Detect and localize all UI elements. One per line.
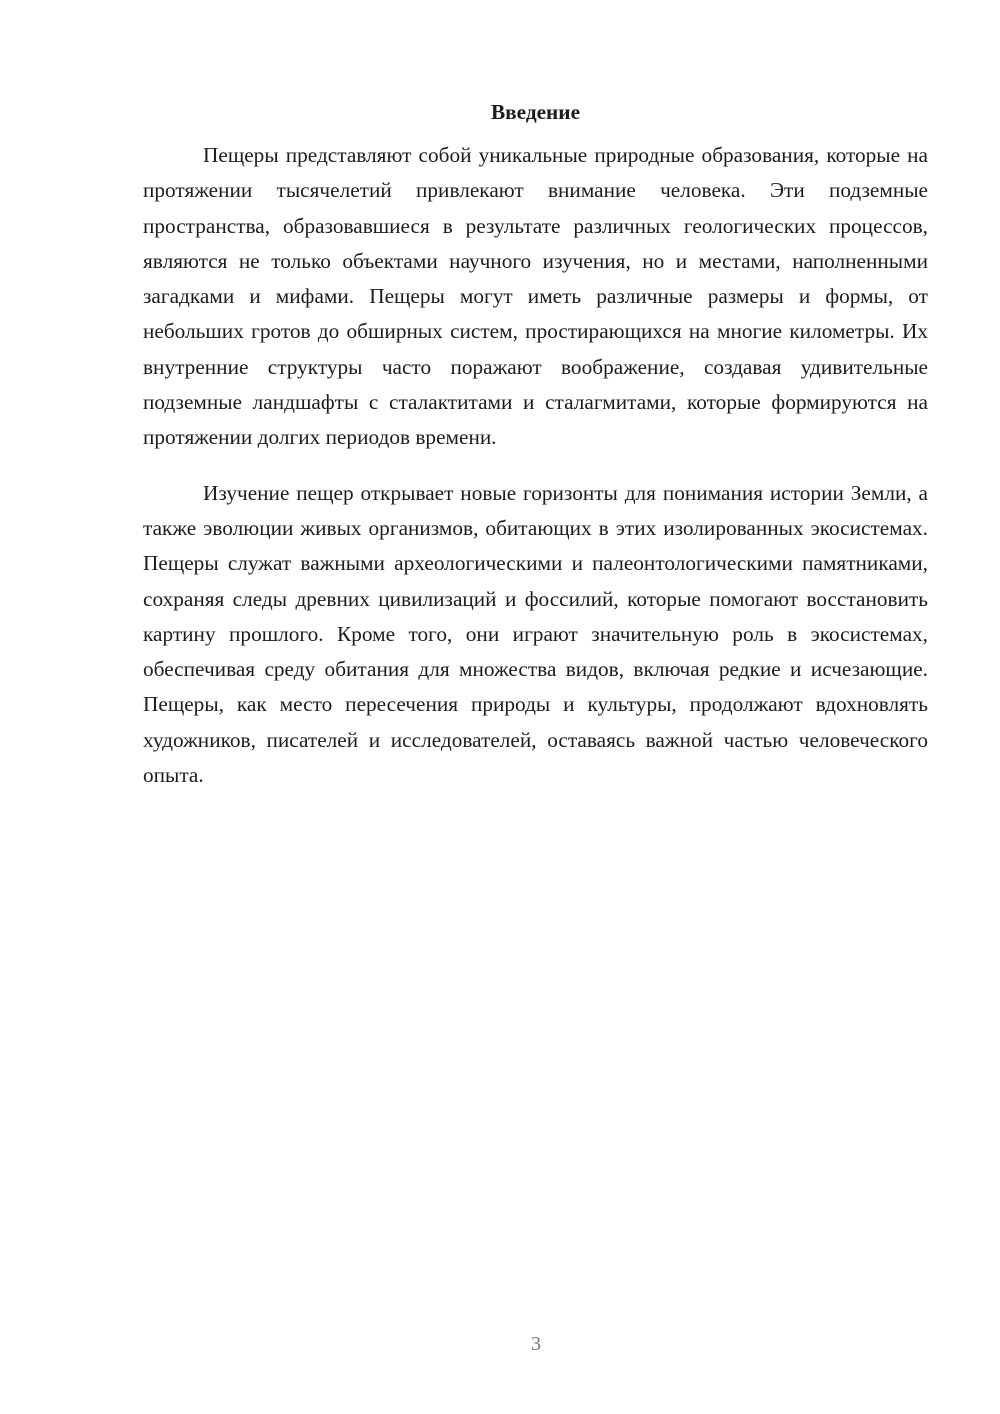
- page-number: 3: [531, 1333, 541, 1355]
- paragraph-2: Изучение пещер открывает новые горизонты для понимания истории Земли, а также эволюции живых организмов, обитающих в этих изолированных экосистемах. Пещеры служат важными археологическими и палеонтологическими памятниками, сохраняя следы древних цивилизаций и фоссилий, которые помогают восстановить картину прошлого. Кроме того, они играют значительную роль в экосистемах, обеспечивая среду обитания для множества видов, включая редкие и исчезающие. Пещеры, как место пересечения природы и культуры, продолжают вдохновлять художников, писателей и исследователей, оставаясь важной частью человеческого опыта.: [143, 480, 928, 788]
- page-body: [143, 96, 928, 793]
- section-title: Введение: [490, 100, 581, 124]
- paragraph-1: Пещеры представляют собой уникальные природные образования, которые на протяжении тысячелетий привлекают внимание человека. Эти подземные пространства, образовавшиеся в результате различных геологических процессов, являются не только объектами научного изучения, но и местами, наполненными загадками и мифами. Пещеры могут иметь различные размеры и формы, от небольших гротов до обширных систем, простирающихся на многие километры. Их внутренние структуры часто поражают воображение, создавая удивительные подземные ландшафты с сталактитами и сталагмитами, которые формируются на протяжении долгих периодов времени.: [143, 143, 928, 450]
